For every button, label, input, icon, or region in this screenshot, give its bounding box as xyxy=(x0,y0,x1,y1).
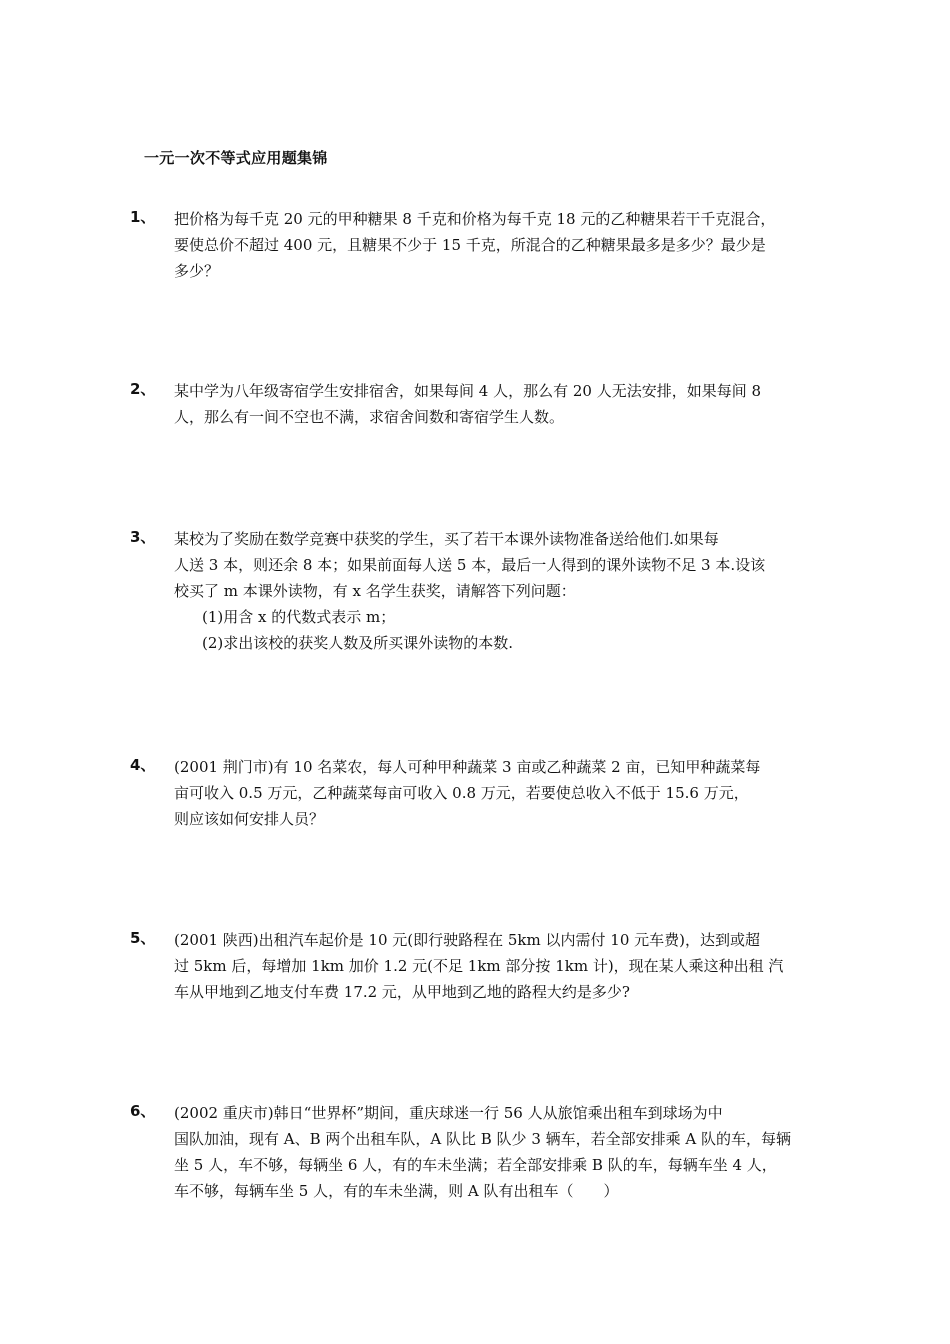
question-number: 1、 xyxy=(130,208,156,226)
sub-question: (1)用含 x 的代数式表示 m； xyxy=(202,608,396,626)
question-line: 坐 5 人，车不够，每辆坐 6 人，有的车未坐满；若全部安排乘 B 队的车，每辆车坐 4 人， xyxy=(174,1156,777,1174)
page-title: 一元一次不等式应用题集锦 xyxy=(144,149,328,167)
question-text xyxy=(174,206,814,284)
question-number: 2、 xyxy=(130,380,156,398)
question-line: 过 5km 后，每增加 1km 加价 1.2 元(不足 1km 部分按 1km 计)，现在某人乘这种出租 汽 xyxy=(174,957,784,975)
question-line: 国队加油，现有 A、B 两个出租车队，A 队比 B 队少 3 辆车，若全部安排乘 A 队的车，每辆 xyxy=(174,1130,792,1148)
question-line: 多少？ xyxy=(174,262,220,280)
question-line: (2001 荆门市)有 10 名菜农，每人可种甲种蔬菜 3 亩或乙种蔬菜 2 亩，已知甲种蔬菜每 xyxy=(174,758,761,776)
question-line: (2001 陕西)出租汽车起价是 10 元(即行驶路程在 5km 以内需付 10 元车费)，达到或超 xyxy=(174,931,760,949)
question-line: 车不够，每辆车坐 5 人，有的车未坐满，则 A 队有出租车（ ） xyxy=(174,1182,619,1200)
question-line: 把价格为每千克 20 元的甲种糖果 8 千克和价格为每千克 18 元的乙种糖果若干千克混合， xyxy=(174,210,776,228)
question-line: 人送 3 本，则还余 8 本；如果前面每人送 5 本，最后一人得到的课外读物不足 3 本.设该 xyxy=(174,556,766,574)
question-line: (2002 重庆市)韩日“世界杯”期间，重庆球迷一行 56 人从旅馆乘出租车到球场为中 xyxy=(174,1104,723,1122)
question-line: 亩可收入 0.5 万元，乙种蔬菜每亩可收入 0.8 万元，若要使总收入不低于 15.6 万元， xyxy=(174,784,749,802)
question-text xyxy=(174,378,814,430)
sub-question: (2)求出该校的获奖人数及所买课外读物的本数. xyxy=(202,634,514,652)
question-text xyxy=(174,1100,814,1204)
question-line: 车从甲地到乙地支付车费 17.2 元，从甲地到乙地的路程大约是多少? xyxy=(174,983,630,1001)
question-text xyxy=(174,526,814,656)
question-number: 4、 xyxy=(130,756,156,774)
question-line: 人，那么有一间不空也不满，求宿舍间数和寄宿学生人数。 xyxy=(174,408,565,426)
question-number: 3、 xyxy=(130,528,156,546)
question-number: 5、 xyxy=(130,929,156,947)
question-line: 要使总价不超过 400 元，且糖果不少于 15 千克，所混合的乙种糖果最多是多少？最少是 xyxy=(174,236,766,254)
question-text xyxy=(174,927,814,1005)
question-line: 某中学为八年级寄宿学生安排宿舍，如果每间 4 人，那么有 20 人无法安排，如果每间 8 xyxy=(174,382,762,400)
question-number: 6、 xyxy=(130,1102,156,1120)
question-line: 则应该如何安排人员？ xyxy=(174,810,325,828)
question-text xyxy=(174,754,814,832)
question-line: 校买了 m 本课外读物，有 x 名学生获奖，请解答下列问题： xyxy=(174,582,576,600)
question-line: 某校为了奖励在数学竞赛中获奖的学生，买了若干本课外读物准备送给他们.如果每 xyxy=(174,530,719,548)
